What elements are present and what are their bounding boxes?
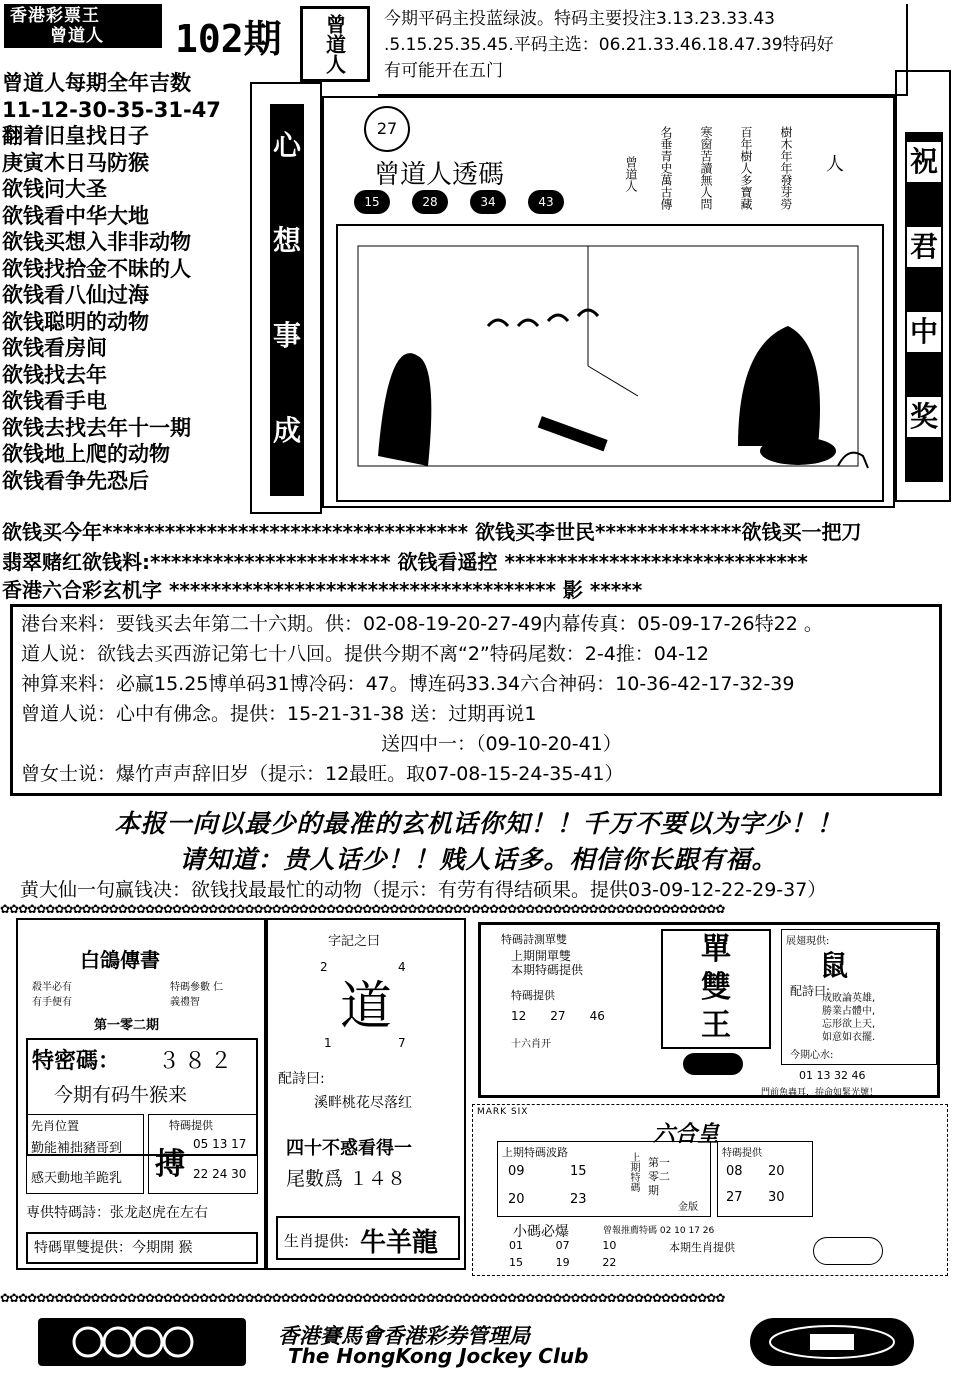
king-char: 雙 (701, 970, 731, 1005)
r1-zodiac: 十六肖开 (511, 1039, 551, 1050)
left-line: 欲钱买想入非非动物 (2, 230, 191, 254)
scroll-char: 心 (272, 129, 301, 162)
r1-num: 46 (589, 1009, 605, 1023)
r2-tema-label: 特碼提供 (722, 1148, 762, 1159)
r2-tema-num: 08 (726, 1164, 743, 1179)
left-line: 欲钱找拾金不昧的人 (2, 256, 191, 281)
scroll-char: 想 (272, 224, 301, 257)
poem-text: 溪畔桃花尽落红 (314, 1095, 412, 1111)
left-line: 欲钱聪明的动物 (2, 309, 149, 334)
left-line: 欲钱去找去年十一期 (2, 415, 191, 440)
poem-author: 曾道人 (624, 156, 638, 192)
top-line-2: .5.15.25.35.45.平码主选：06.21.33.46.18.47.39特码好 (384, 35, 834, 55)
r2-last: 上期特碼波路 (502, 1146, 568, 1159)
hint-line: 香港六合彩玄机字 ************************************* 影 ***** (2, 578, 643, 602)
r2-right-text (817, 1145, 917, 1215)
scene-svg (338, 226, 882, 500)
footer (38, 1318, 918, 1368)
char-num: 4 (398, 960, 406, 974)
left-line: 欲钱看房间 (2, 336, 107, 360)
left-line: 欲钱找去年 (2, 362, 107, 387)
position-line: 勤能補拙豬哥到 (31, 1141, 123, 1156)
jockey-logo-svg (38, 1318, 246, 1366)
picture-title: 曾道人透碼 (374, 160, 505, 190)
header-logo (4, 4, 162, 48)
slogan-line: 本报一向以最少的最准的玄机话你知！！千万不要以为字少！！ (114, 809, 843, 838)
king-frame (661, 929, 771, 1049)
r2-emblem (813, 1237, 883, 1265)
info-line: 港台来料：要钱买去年第二十六期。供：02-08-19-20-27-49内幕传真：05-09-17-26特22 。 (21, 613, 823, 635)
info-box (10, 604, 942, 796)
char-num: 2 (320, 960, 328, 974)
king-char: 王 (701, 1008, 731, 1043)
r2-period-part: 第一 (648, 1156, 670, 1169)
issue-number: 102期 (175, 17, 282, 61)
number-ball: 34 (470, 190, 506, 214)
zodiac-value: 牛羊龍 (360, 1228, 439, 1258)
r1-line: 本期特碼提供 (511, 963, 584, 977)
special-note: 今期有码牛猴来 (54, 1084, 188, 1106)
footer-en-title: The HongKong Jockey Club (288, 1344, 589, 1368)
r1-nums (511, 1009, 605, 1023)
flower-ornament (683, 1053, 743, 1075)
scroll-char: 奖 (907, 397, 941, 437)
r2-small-num: 15 (509, 1256, 523, 1269)
r1-right-frame (781, 929, 937, 1065)
big-character: 道 (340, 977, 393, 1037)
six-mark-box (472, 1104, 948, 1276)
left-line: 欲钱看争先恐后 (2, 468, 149, 493)
poem-col: 百年樹人多寶藏 (739, 126, 753, 210)
poem-col: 寒窗苦讀無人問 (699, 126, 713, 210)
r2-period-part: 零二 (648, 1170, 670, 1183)
left-line: 欲钱地上爬的动物 (2, 442, 170, 466)
odd-even-king-box (478, 922, 940, 1098)
left-hint-column (2, 70, 247, 494)
hint-line: 翡翠赌红欲钱料:*********************** 欲钱看遥控 ***************************** (2, 550, 808, 574)
r2-zodiac: 本期生肖提供 (669, 1241, 735, 1254)
jockey-logo-right (750, 1318, 914, 1366)
odd-even-line: 特碼單雙提供：今期開 猴 (26, 1232, 258, 1264)
r2-tema-num: 20 (768, 1164, 785, 1179)
top-line-1: 今期平码主投蓝绿波。特码主要投注3.13.23.33.43 (384, 9, 775, 29)
right-scroll-bar (905, 132, 943, 482)
r2-wave-frame (497, 1141, 711, 1217)
number-ball: 43 (528, 190, 564, 214)
poem-col: 名垂青史萬古傳 (659, 126, 673, 210)
r2-title: 六合皇 (653, 1121, 720, 1147)
logo-line2: 曾道人 (50, 26, 104, 46)
scroll-char: 事 (272, 319, 301, 352)
left-scroll-bar (270, 104, 304, 496)
top-prediction-box (378, 4, 908, 96)
mark-text: MARK SIX (477, 1107, 529, 1117)
r1-title: 特碼詩測單雙 (501, 933, 567, 946)
logo-line1: 香港彩票王 (10, 6, 100, 26)
r2-tema-frame (717, 1141, 813, 1217)
left-line: 曾道人每期全年吉数 (2, 71, 191, 95)
r2-num: 15 (570, 1164, 587, 1179)
jockey-logo-left (38, 1318, 246, 1366)
character-box (266, 918, 466, 1270)
ball-row (354, 190, 564, 214)
hint-line: 欲钱买今年*********************************** 欲钱买李世民**************欲钱买一把刀 (2, 520, 862, 544)
left-line: 欲钱看八仙过海 (2, 283, 149, 307)
zhuan-line: 専供特碼詩：张龙赵虎在左右 (26, 1205, 208, 1221)
huang-daxian-line: 黄大仙一句赢钱决：欲钱找最最忙的动物（提示：有劳有得结硕果。提供03-09-12-22-29-37） (20, 879, 827, 901)
info-line: 曾女士说：爆竹声声辞旧岁（提示：12最旺。取07-08-15-24-35-41） (21, 763, 624, 785)
r2-num: 20 (508, 1192, 525, 1207)
left-line: 11-12-30-35-31-47 (2, 97, 221, 122)
r1-line: 上期開單雙 (511, 949, 572, 963)
pigeon-period: 第一零二期 (94, 1018, 160, 1033)
bo-title: 特碼提供 (169, 1119, 213, 1132)
r1-sub: 特碼提供 (511, 989, 555, 1002)
position-frame (26, 1114, 144, 1194)
r2-small-num: 19 (555, 1256, 570, 1269)
footer-cn-title: 香港賽馬會香港彩券管理局 (278, 1323, 530, 1348)
r1-caption: 門前魚蟲耳，拚命如緊光號！ (761, 1088, 879, 1098)
bo-nums: 22 24 30 (193, 1167, 247, 1181)
illustration-panel (322, 96, 895, 508)
decorative-border: ✿✿✿✿✿✿✿✿✿✿✿✿✿✿✿✿✿✿✿✿✿✿✿✿✿✿✿✿✿✿✿✿✿✿✿✿✿✿✿✿✿✿✿✿✿✿✿✿✿✿✿✿✿✿✿✿✿✿✿✿✿✿✿✿✿✿✿✿✿✿✿✿✿✿✿✿✿✿✿✿ (0, 903, 725, 915)
pigeon-box (16, 918, 266, 1270)
jockey-oval-svg (750, 1318, 914, 1366)
r1-right-title: 展翅現供: (786, 936, 830, 947)
tail-number: 尾數爲 １４８ (286, 1168, 407, 1190)
r1-poem-line: 如意如衣擺. (822, 1032, 876, 1043)
r2-period (648, 1156, 670, 1198)
r2-small-num: 01 (509, 1239, 523, 1252)
scroll-char: 君 (907, 227, 941, 267)
r2-small-nums (509, 1239, 649, 1269)
info-line: 神算来料：必赢15.25博单码31博冷码：47。博连码33.34六合神码：10-36-42-17-32-39 (21, 673, 795, 695)
top-line-3: 有可能开在五门 (384, 61, 503, 81)
r2-edition: 金版 (678, 1202, 698, 1213)
seal-text: 曾道人 (322, 14, 347, 74)
r2-side: 上期特碼 (628, 1152, 639, 1192)
bo-char: 搏 (155, 1147, 185, 1182)
number-ball: 15 (354, 190, 390, 214)
zodiac-label: 生肖提供: (284, 1232, 350, 1250)
scroll-char: 中 (907, 312, 941, 352)
left-line: 翻着旧皇找日子 (2, 124, 149, 148)
r2-tema-num: 27 (726, 1190, 743, 1205)
char-box-title: 字記之曰 (328, 934, 381, 949)
person-char: 人 (826, 154, 844, 175)
right-scroll (895, 70, 951, 502)
scroll-char: 成 (272, 414, 301, 447)
poem-col: 樹木年年發芽勞 (779, 126, 793, 210)
r1-right-big: 鼠 (820, 949, 849, 982)
info-line: 送四中一：（09-10-20-41） (381, 733, 622, 755)
pigeon-left-tag: 殺半必有 有手便有 (32, 982, 72, 1008)
decorative-border: ✿✿✿✿✿✿✿✿✿✿✿✿✿✿✿✿✿✿✿✿✿✿✿✿✿✿✿✿✿✿✿✿✿✿✿✿✿✿✿✿✿✿✿✿✿✿✿✿✿✿✿✿✿✿✿✿✿✿✿✿✿✿✿✿✿✿✿✿✿✿✿✿✿✿✿✿✿✿✿✿ (0, 1292, 725, 1304)
special-label: 特密碼： (32, 1049, 121, 1074)
scene-drawing (336, 224, 884, 502)
king-char: 單 (701, 932, 731, 967)
number-ball: 28 (412, 190, 448, 214)
info-line: 道人说：欲钱去买西游记第七十八回。提供今期不离“2”特码尾数：2-4推：04-12 (21, 643, 710, 665)
r2-small-label: 小碼必爆 (513, 1224, 569, 1240)
left-line: 欲钱问大圣 (2, 177, 107, 201)
left-scroll (250, 82, 322, 514)
r2-period-part: 期 (648, 1184, 659, 1197)
moon-badge: 27 (364, 106, 410, 152)
r1-poem-label: 配詩曰: (790, 984, 831, 998)
r2-num: 23 (570, 1192, 587, 1207)
char-num: 7 (398, 1036, 406, 1050)
r2-tema-num: 30 (768, 1190, 785, 1205)
r1-poem-line: 成敗論英雄, (822, 993, 876, 1004)
r2-small-num: 07 (555, 1239, 570, 1252)
mark-strip (477, 1107, 528, 1117)
poem-label: 配詩曰: (278, 1071, 325, 1087)
char-num: 1 (324, 1036, 332, 1050)
position-line: 感天動地羊跪乳 (31, 1171, 123, 1186)
bo-frame (148, 1114, 258, 1194)
r1-heart-label: 今期心水: (790, 1050, 834, 1061)
slogan-line: 请知道：贵人话少！！贱人话多。相信你长跟有福。 (179, 845, 778, 874)
zodiac-frame (276, 1216, 460, 1260)
pigeon-title: 白鴿傳書 (80, 948, 160, 972)
r1-num: 27 (550, 1009, 566, 1023)
pigeon-right-tag: 特碼參數 仁義禮智 (170, 982, 224, 1008)
r1-poem-line: 忘形欲上天, (822, 1019, 876, 1030)
r2-small-num: 22 (602, 1256, 617, 1269)
forty-line: 四十不惑看得一 (286, 1138, 412, 1159)
left-line: 欲钱看手电 (2, 389, 107, 413)
r1-heart-nums: 01 13 32 46 (799, 1069, 866, 1082)
r1-poem-line: 勝業占體中, (822, 1006, 876, 1017)
r2-small-note: 曾報推薦特碼 02 10 17 26 (603, 1226, 715, 1236)
bo-nums: 05 13 17 (193, 1137, 247, 1151)
special-value: ３８２ (158, 1049, 237, 1074)
seal-stamp (300, 6, 370, 82)
info-line: 曾道人说：心中有佛念。提供：15-21-31-38 送：过期再说1 (21, 703, 537, 725)
left-line: 欲钱看中华大地 (2, 203, 149, 228)
r1-poem (822, 992, 875, 1044)
left-line: 庚寅木日马防猴 (2, 150, 149, 175)
r1-num: 12 (511, 1009, 527, 1023)
scroll-char: 祝 (907, 142, 941, 182)
position-title: 先肖位置 (31, 1119, 80, 1133)
r2-small-num: 10 (602, 1239, 617, 1252)
r2-num: 09 (508, 1164, 525, 1179)
